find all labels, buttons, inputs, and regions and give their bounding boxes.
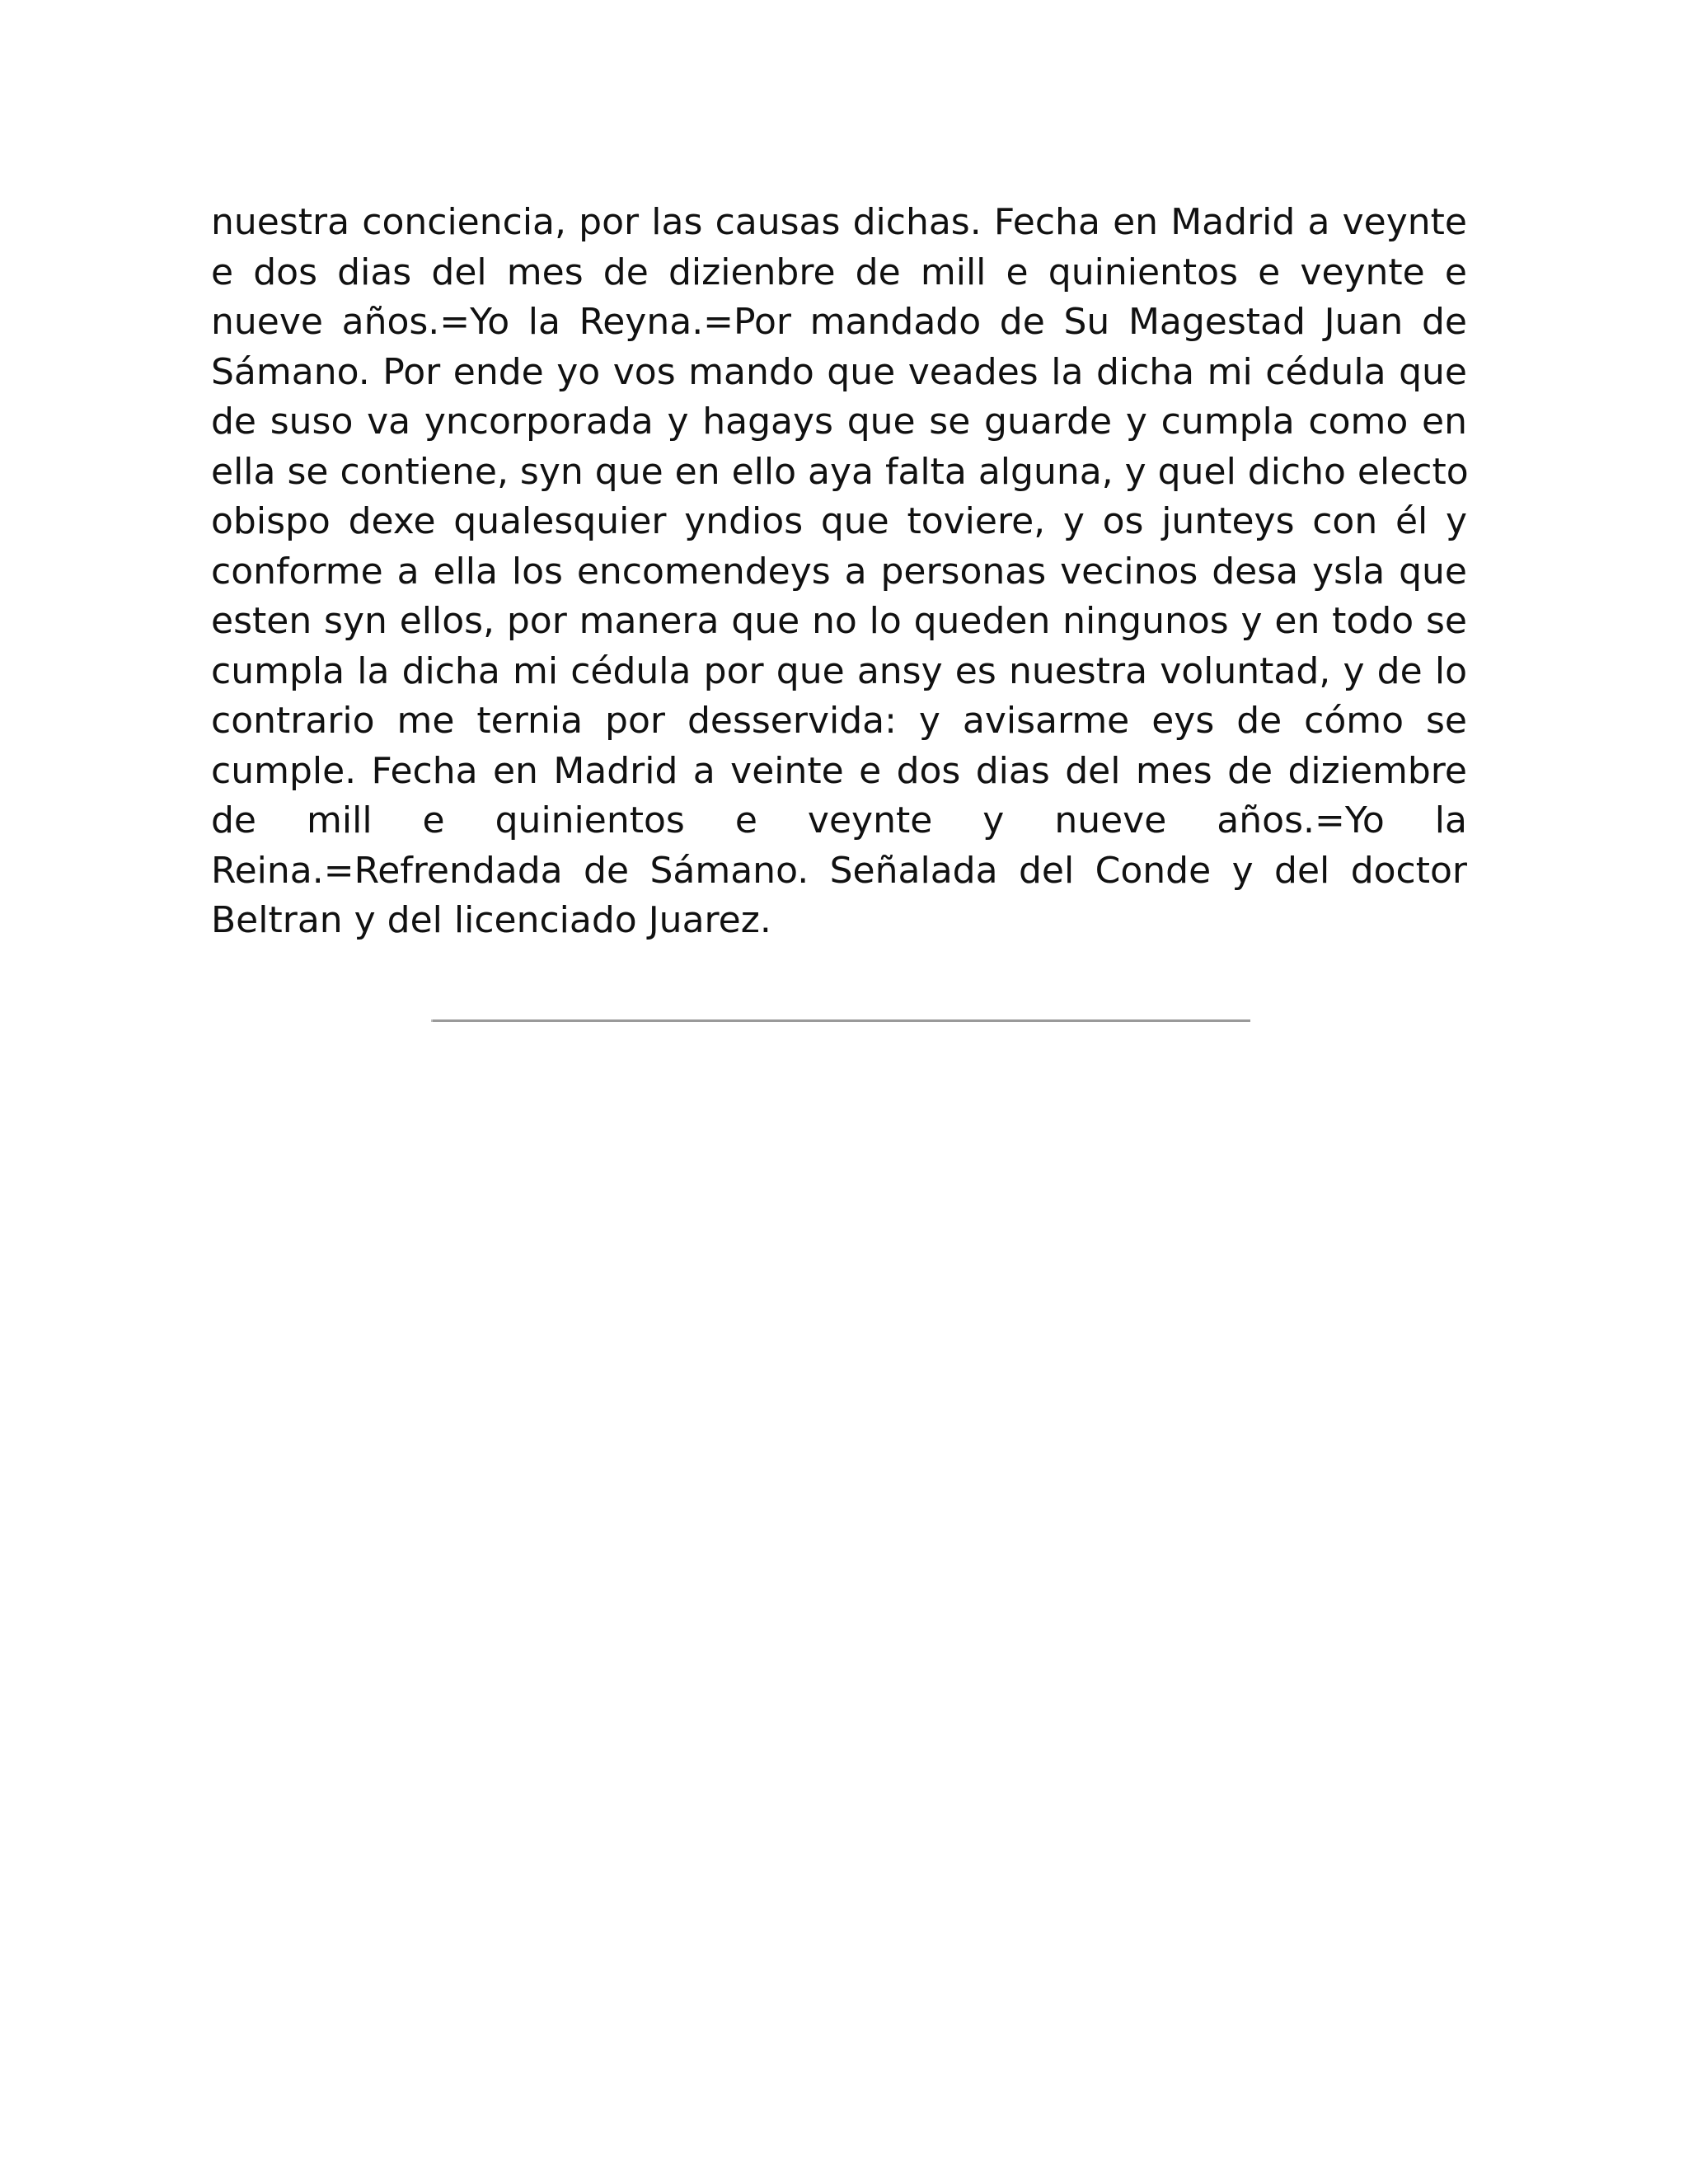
text-line: nuestra conciencia, por las causas dichas. Fecha en Madrid a veynte (211, 201, 1467, 243)
text-line: de mill e quinientos e veynte y nueve años.=Yo la (211, 799, 1467, 841)
text-line: cumpla la dicha mi cédula por que ansy es nuestra voluntad, y de lo (211, 649, 1467, 692)
text-line: e dos dias del mes de dizienbre de mill e quinientos e veynte e (211, 251, 1467, 293)
text-line: obispo dexe qualesquier yndios que toviere, y os junteys con él y (211, 500, 1467, 542)
body-paragraph (211, 198, 1467, 946)
text-line: de suso va yncorporada y hagays que se guarde y cumpla como en (211, 401, 1467, 443)
text-line: Sámano. Por ende yo vos mando que veades la dicha mi cédula que (211, 350, 1467, 393)
text-line: contrario me ternia por desservida: y avisarme eys de cómo se (211, 700, 1467, 742)
text-line: Reina.=Refrendada de Sámano. Señalada del Conde y del doctor (211, 849, 1467, 892)
text-line: ella se contiene, syn que en ello aya falta alguna, y quel dicho electo (211, 450, 1469, 493)
text-line: nueve años.=Yo la Reyna.=Por mandado de Su Magestad Juan de (211, 301, 1467, 343)
text-line: cumple. Fecha en Madrid a veinte e dos dias del mes de diziembre (211, 749, 1467, 792)
horizontal-rule (431, 1019, 1250, 1022)
text-line: esten syn ellos, por manera que no lo queden ningunos y en todo se (211, 600, 1467, 642)
text-line: conforme a ella los encomendeys a personas vecinos desa ysla que (211, 550, 1467, 593)
text-line: Beltran y del licenciado Juarez. (211, 899, 771, 941)
